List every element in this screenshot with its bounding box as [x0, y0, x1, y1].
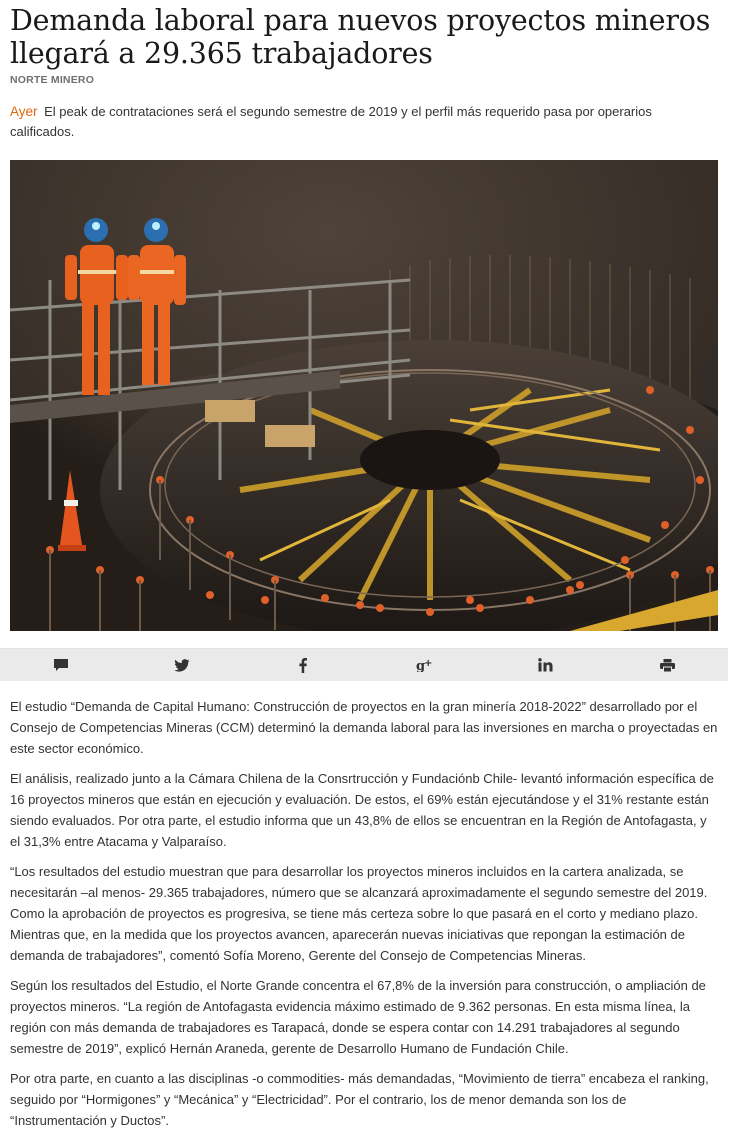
share-bar: [0, 648, 728, 681]
comment-icon: [53, 658, 69, 672]
print-icon: [660, 659, 675, 672]
body-paragraph: El estudio “Demanda de Capital Humano: Construcción de proyectos en la gran minería 2018-2022” desarrollado por el Consejo de Competencias Mineras (CCM) determinó la demanda laboral para las inversiones en marcha o proyectadas en este sector económico.: [10, 699, 718, 756]
twitter-share-button[interactable]: [162, 649, 202, 681]
body-paragraph: Por otra parte, en cuanto a las disciplinas -o commodities- más demandadas, “Movimiento de tierra” encabeza el ranking, seguido por “Hormigones” y “Mecánica” y “Electricidad”. Por el contrario, los de menor demanda son los de “Instrumentación y Ductos”.: [10, 1071, 709, 1128]
google-plus-share-button[interactable]: [405, 649, 445, 681]
mine-construction-photo: [10, 160, 718, 631]
article-photo: [10, 160, 718, 631]
twitter-icon: [174, 659, 190, 672]
section-label[interactable]: NORTE MINERO: [10, 74, 95, 86]
article-title: Demanda laboral para nuevos proyectos mineros llegará a 29.365 trabajadores: [10, 4, 711, 70]
comment-button[interactable]: [41, 649, 81, 681]
article-body: [10, 696, 720, 1140]
body-paragraph: “Los resultados del estudio muestran que para desarrollar los proyectos mineros incluidos en la cartera analizada, se necesitarán –al menos- 29.365 trabajadores, número que se alcanzará aproximadamente el segundo semestre del 2019. Como la aprobación de proyectos es progresiva, se tiene más certeza sobre lo que pasará en el corto y mediano plazo. Mientras que, en la medida que los proyectos avancen, aparecerán nuevas iniciativas que repongan la estimación de demanda de trabajadores”, comentó Sofía Moreno, Gerente del Consejo de Competencias Mineras.: [10, 864, 708, 963]
article-summary: [10, 102, 690, 142]
facebook-share-button[interactable]: [283, 649, 323, 681]
body-paragraph: El análisis, realizado junto a la Cámara Chilena de la Consrtrucción y Fundaciónb Chile- levantó información específica de 16 proyectos mineros que están en ejecución y evaluación. De estos, el 69% están ejecutándose y el 31% restante están siendo evaluados. Por otra parte, el estudio informa que un 43,8% de ellos se encuentran en la Región de Antofagasta, y el 31,3% entre Atacama y Valparaíso.: [10, 771, 714, 849]
body-paragraph: Según los resultados del Estudio, el Norte Grande concentra el 67,8% de la inversión para construcción, o ampliación de proyectos mineros. “La región de Antofagasta evidencia máximo estimado de 9.362 personas. En esta misma línea, la región con más demanda de trabajadores es Tarapacá, donde se espera contar con 14.291 trabajadores al segundo semestre de 2019”, explicó Hernán Araneda, gerente de Desarrollo Humano de Fundación Chile.: [10, 978, 706, 1056]
google-plus-icon: [416, 658, 434, 672]
linkedin-share-button[interactable]: [526, 649, 566, 681]
linkedin-icon: [538, 658, 553, 672]
print-button[interactable]: [647, 649, 687, 681]
time-label: Ayer: [10, 104, 38, 119]
svg-text:g: g: [415, 659, 425, 672]
facebook-icon: [299, 658, 307, 673]
summary-text: El peak de contrataciones será el segundo semestre de 2019 y el perfil más requerido pasa por operarios calificados.: [10, 104, 652, 139]
svg-text:+: +: [423, 658, 433, 669]
